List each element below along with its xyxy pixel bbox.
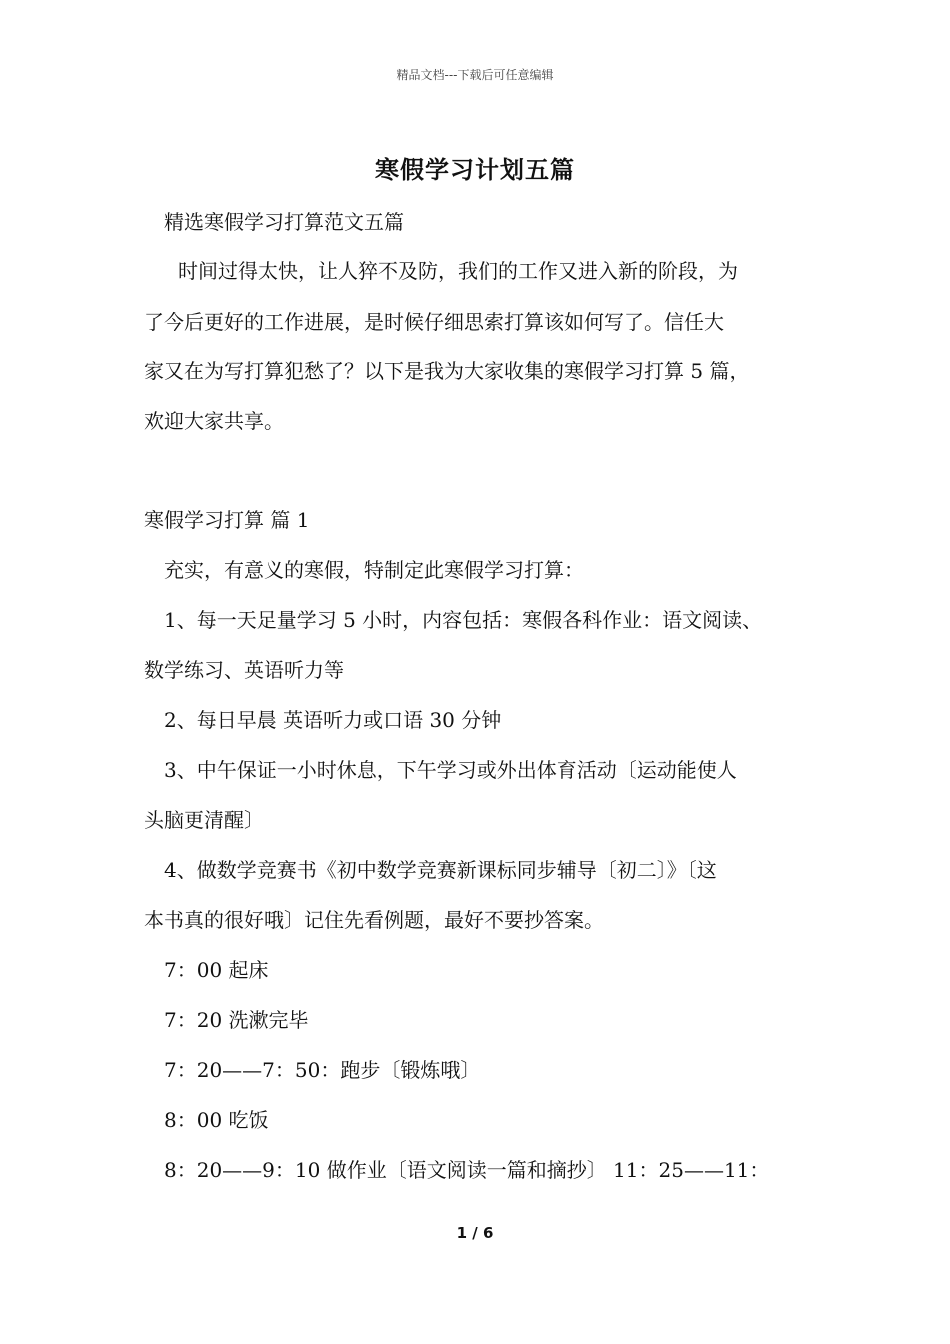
page-header: 精品文档---下载后可任意编辑	[396, 68, 554, 82]
section-line: 数学练习、英语听力等	[144, 658, 344, 682]
section-line: 4、做数学竞赛书《初中数学竞赛新课标同步辅导〔初二〕》〔这	[164, 858, 717, 882]
intro-paragraph-line: 时间过得太快，让人猝不及防，我们的工作又进入新的阶段，为	[178, 259, 738, 283]
intro-paragraph-line: 家又在为写打算犯愁了？以下是我为大家收集的寒假学习打算 5 篇，	[144, 359, 750, 383]
section-heading: 寒假学习打算 篇 1	[144, 508, 310, 532]
section-line: 本书真的很好哦〕记住先看例题，最好不要抄答案。	[144, 908, 604, 932]
section-line: 充实，有意义的寒假，特制定此寒假学习打算：	[164, 558, 584, 582]
document-title: 寒假学习计划五篇	[375, 155, 575, 184]
section-line: 2、每日早晨 英语听力或口语 30 分钟	[164, 708, 502, 732]
intro-paragraph-line: 了今后更好的工作进展，是时候仔细思索打算该如何写了。信任大	[144, 310, 724, 334]
section-line: 3、中午保证一小时休息，下午学习或外出体育活动〔运动能使人	[164, 758, 737, 782]
intro-paragraph-line: 欢迎大家共享。	[144, 409, 284, 433]
section-line: 头脑更清醒〕	[144, 808, 264, 832]
page-number: 1 / 6	[456, 1224, 494, 1242]
schedule-line: 7：20——7：50：跑步〔锻炼哦〕	[164, 1058, 481, 1082]
schedule-line: 7：00 起床	[164, 958, 269, 982]
schedule-line: 7：20 洗漱完毕	[164, 1008, 309, 1032]
schedule-line: 8：00 吃饭	[164, 1108, 269, 1132]
schedule-line: 8：20——9：10 做作业〔语文阅读一篇和摘抄〕 11：25——11：	[164, 1158, 770, 1182]
section-line: 1、每一天足量学习 5 小时，内容包括：寒假各科作业：语文阅读、	[164, 608, 763, 632]
intro-subtitle: 精选寒假学习打算范文五篇	[164, 210, 404, 234]
